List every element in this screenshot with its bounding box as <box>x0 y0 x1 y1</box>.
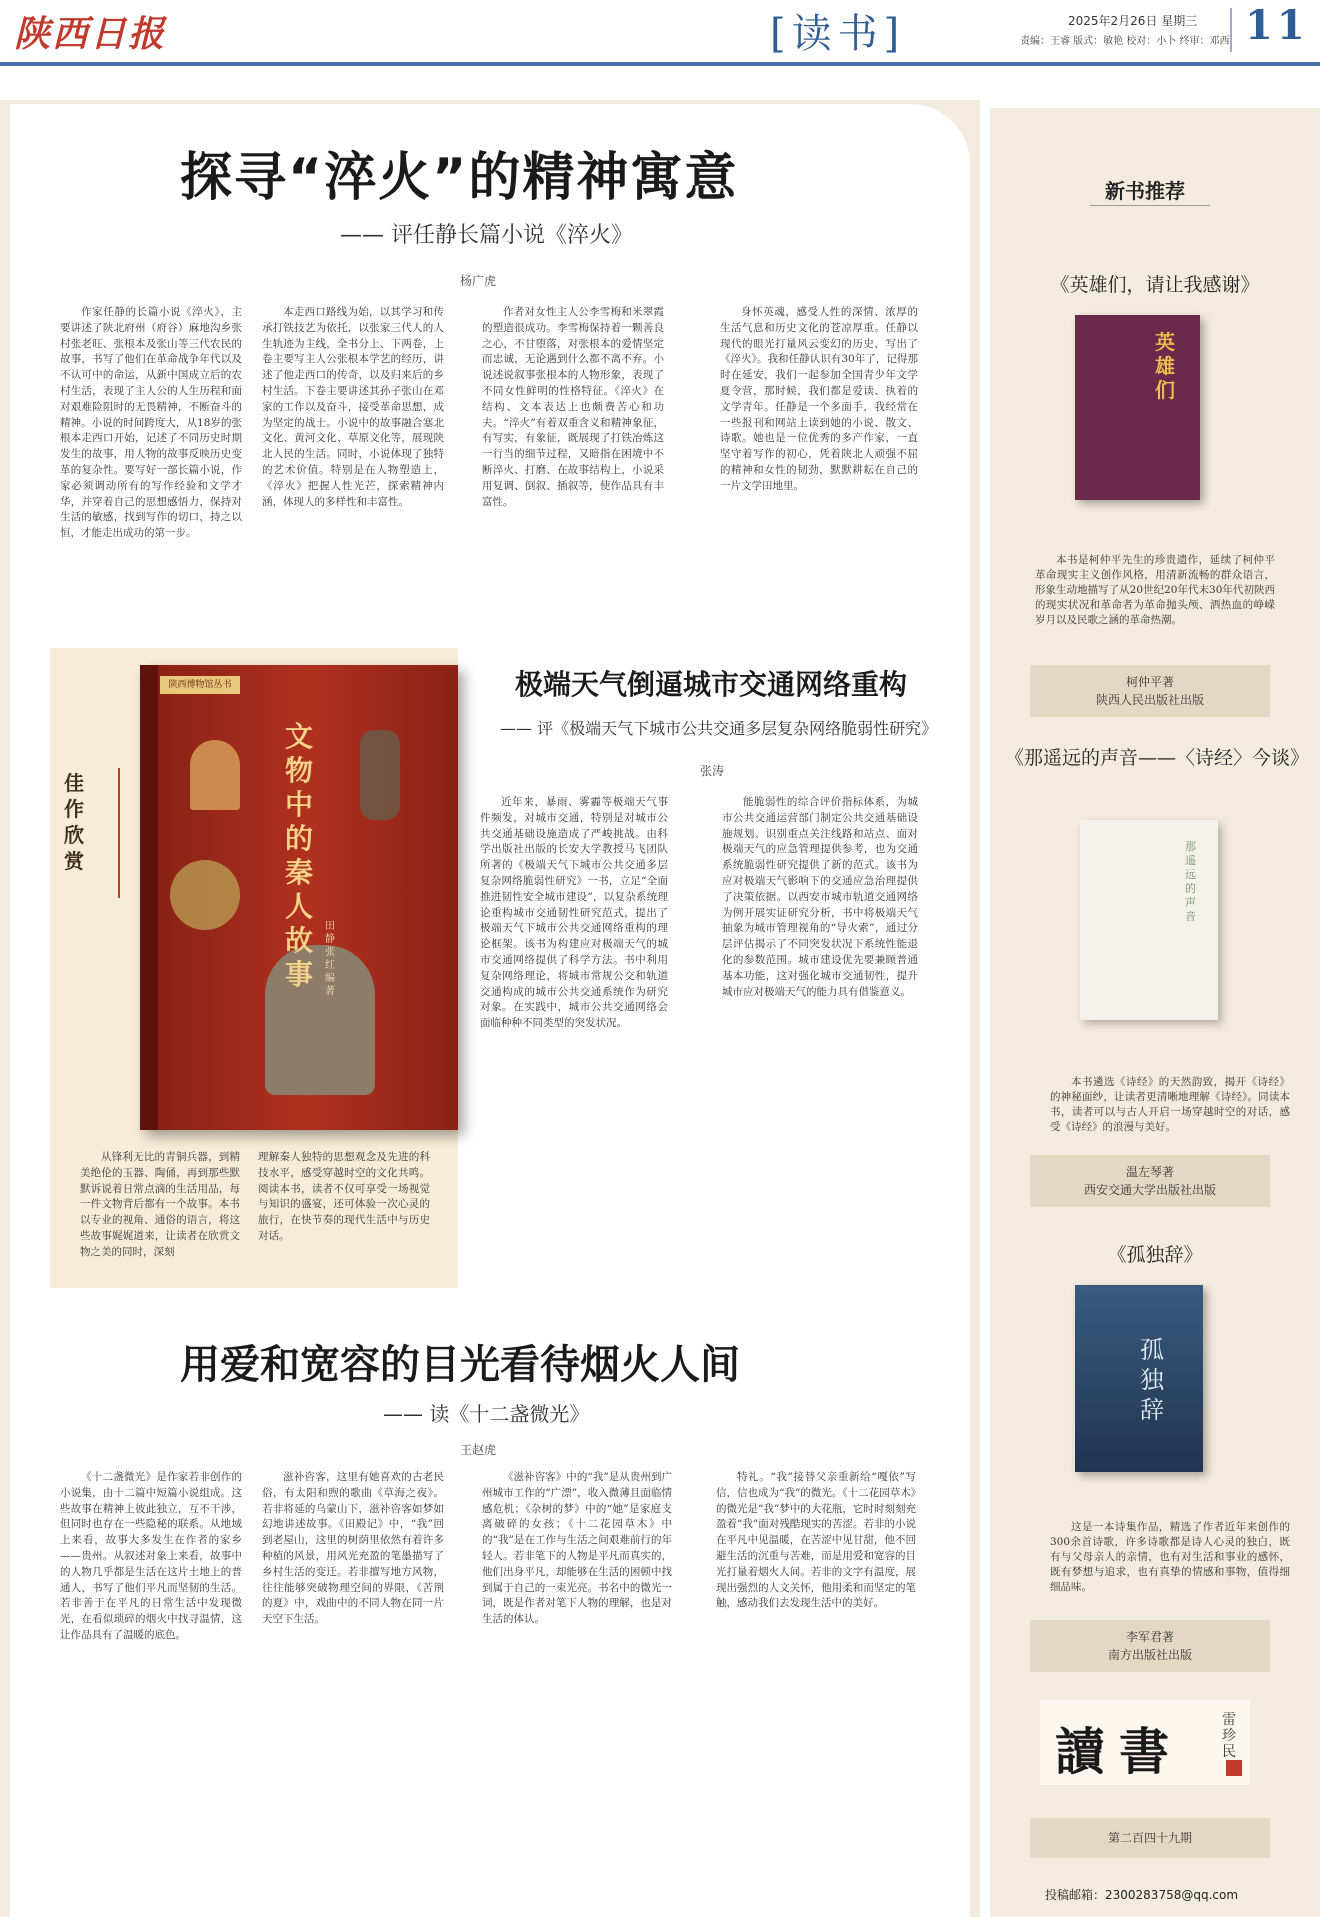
sidebar-book-publisher <box>1030 1155 1270 1207</box>
feature-label: 佳作欣赏 <box>64 771 84 873</box>
article3-paragraph: 《滋补咨客》中的“我”是从贵州到广州城市工作的“广漂”，收入微薄且面临情感危机；《杂树的梦》中的“她”是家庭支离破碎的女孩；《十二花园草木》中的“我”是在工作与生活之间艰难前行的年轻人。若非笔下的人物是平凡而真实的，他们出身平凡，却能够在生活的困顿中找到属于自己的一束光亮。书名中的微光一词，既是作者对笔下人物的理解，也是对生活的体认。 <box>482 1471 672 1626</box>
sidebar-book-cover-text: 孤独辞 <box>1140 1336 1164 1424</box>
sidebar-book-press: 陕西人民出版社出版 <box>1095 693 1204 707</box>
article2-paragraph: 能脆弱性的综合评价指标体系，为城市公共交通运营部门制定公共交通基础设施规划、识别重点关注线路和站点、面对极端天气的应急管理提供参考，也为交通系统脆弱性研究提供了新的范式。该书为应对极端天气影响下的交通应急治理提供了决策依据。以西安市城市轨道交通网络为例开展实证研究分析，书中将极端天气抽象为城市管理视角的“导火索”，通过分层评估揭示了不同突发状况下系统性能退化的参数范围。城市建设优先要兼顾普通基本功能，这对强化城市交通韧性，提升城市应对极端天气的能力具有借鉴意义。 <box>722 796 918 998</box>
sidebar-book-author: 李军君著 <box>1125 1630 1174 1644</box>
article3-column <box>482 1470 672 1890</box>
calligraphy-text: 讀書 <box>1055 1722 1183 1781</box>
sidebar-book-title[interactable]: 《那遥远的声音——〈诗经〉今谈》 <box>1005 747 1310 769</box>
article1-subtitle: —— 评任静长篇小说《淬火》 <box>340 223 633 248</box>
sidebar-heading: 新书推荐 <box>1105 179 1185 203</box>
sidebar-book-publisher <box>1030 1620 1270 1672</box>
masthead-divider <box>1230 8 1232 52</box>
article3-column <box>60 1470 242 1890</box>
article1-paragraph: 作家任静的长篇小说《淬火》，主要讲述了陕北府州（府谷）麻地沟乡张村张老旺、张根本及张山等三代农民的故事，书写了他们在革命战争年代以及不认可中的命运，从新中国成立后的农村生活，表现了主人公的人生历程和面对艰难险阻时的无畏精神，不断奋斗的精神。小说的时间跨度大，从18岁的张根本走西口开始，记述了不同历史时期发生的故事，用人物的故事反映历史变革的复杂性。要写好一部长篇小说，作家必须调动所有的写作经验和文学才华，并穿着自己的思想感悟力，保持对生活的敏感，找到写作的切口，持之以恒，才能走出成功的第一步。 <box>60 306 242 540</box>
article3-headline[interactable]: 用爱和宽容的目光看待烟火人间 <box>180 1342 740 1388</box>
submission-email[interactable]: 投稿邮箱：2300283758@qq.com <box>1045 1888 1239 1902</box>
article2-byline: 张涛 <box>700 764 725 778</box>
sidebar-book-author: 温左琴著 <box>1125 1165 1174 1179</box>
sidebar-book-description: 本书遴选《诗经》的天然韵致，揭开《诗经》的神秘面纱，让读者更清晰地理解《诗经》。同读本书，读者可以与古人开启一场穿越时空的对话，感受《诗经》的浪漫与美好。 <box>1050 1076 1290 1133</box>
bronze-vessel-icon <box>170 860 240 930</box>
article3-paragraph: 《十二盏微光》是作家若非创作的小说集，由十二篇中短篇小说组成。这些故事在精神上彼此独立，互不干涉，但同时也存在一些隐秘的联系。从地域上来看，故事大多发生在作者的家乡——贵州。从叙述对象上来看，故事中的人物几乎都是生活在这片土地上的普通人，书写了他们平凡而坚韧的生活。若非善于在平凡的日常生活中发现微光，在看似琐碎的烟火中找寻温情，这让作品具有了温暖的底色。 <box>60 1471 242 1641</box>
article2-paragraph: 近年来，暴雨、雾霾等极端天气事件频发，对城市交通，特别是对城市公共交通基础设施造成了严峻挑战。由科学出版社出版的长安大学教授马飞团队所著的《极端天气下城市公共交通多层复杂网络脆弱性研究》一书，立足“全面推进韧性安全城市建设”，以复杂系统理论重构城市交通韧性研究范式，提出了极端天气下城市公共交通网络重构的理论框架。该书为构建应对极端天气的城市交通网络提供了科学方法。书中利用复杂网络理论，将城市常规公交和轨道交通构成的城市公共交通系统作为研究对象。在实践中，城市公共交通网络会面临种种不同类型的突发状况。 <box>480 796 668 1030</box>
red-seal-icon <box>1226 1760 1242 1776</box>
sidebar-book-description: 这是一本诗集作品，精选了作者近年来创作的300余首诗歌，许多诗歌都是诗人心灵的独白，既有与父母亲人的亲情，也有对生活和事业的感怀，既有梦想与追求，也有真挚的情感和事物，值得细细品味。 <box>1050 1521 1290 1593</box>
article1-column <box>482 305 664 627</box>
newspaper-logo: 陕西日报 <box>14 13 167 55</box>
article3-subtitle: —— 读《十二盏微光》 <box>383 1402 590 1426</box>
sidebar-book-cover-text: 英雄们 <box>1155 330 1175 402</box>
article3-paragraph: 滋补咨客，这里有她喜欢的古老民俗，有太阳和煦的歌曲《草海之夜》。若非将延的乌蒙山下，滋补咨客如梦如幻地讲述故事。《田殿记》中，“我”回到老屋山，这里的树荫里依然有着许多种植的风景，用风光充盈的笔墨描写了乡村生活的变迁。若非擅写地方风物，往往能够突破物理空间的界限，《苦荆的夏》中，戏曲中的不同人物在同一片天空下生活。 <box>262 1471 444 1626</box>
sidebar-book-cover[interactable] <box>1075 1285 1203 1472</box>
issue-number: 第二百四十九期 <box>1030 1818 1270 1858</box>
article1-column <box>60 305 242 627</box>
book-cover-title: 文物中的秦人故事 <box>285 720 314 991</box>
feature-caption: 理解秦人独特的思想观念及先进的科技水平，感受穿越时空的文化共鸣。阅读本书，读者不仅可享受一场视觉与知识的盛宴，还可体验一次心灵的旅行，在快节奏的现代生活中与历史对话。 <box>258 1151 430 1242</box>
article2-headline[interactable]: 极端天气倒逼城市交通网络重构 <box>515 668 908 701</box>
editor-credits: 责编：王睿 版式：敏艳 校对：小卜 终审：邓西 <box>1020 36 1230 47</box>
article3-column <box>716 1470 916 1890</box>
bronze-bird-icon <box>190 740 240 810</box>
sidebar-book-press: 南方出版社出版 <box>1107 1648 1192 1662</box>
article1-headline[interactable]: 探寻“淬火”的精神寓意 <box>180 148 739 208</box>
calligraphy-signature: 雷珍民 <box>1222 1712 1236 1760</box>
sidebar-book-author: 柯仲平著 <box>1125 675 1174 689</box>
terracotta-figure-icon <box>360 730 400 820</box>
article1-paragraph: 身怀英魂，感受人性的深情、浓厚的生活气息和历史文化的苍凉厚重。任静以现代的眼光打量风云变幻的历史，写出了《淬火》。我和任静认识有30年了，记得那时在延安，我们一起参加全国青少年文学夏令营，那时候，我们都是爱读、执着的文学青年。任静是一个多面手，我经常在一些报刊和网站上读到她的小说、散文、诗歌。她也是一位优秀的多产作家，一直坚守着写作的初心，凭着陕北人顽强不屈的精神和女性的韧劲，默默耕耘在自己的一片文学田地里。 <box>720 306 918 492</box>
article2-subtitle: —— 评《极端天气下城市公共交通多层复杂网络脆弱性研究》 <box>500 719 938 738</box>
article3-byline: 王赵虎 <box>460 1443 497 1457</box>
article1-paragraph: 作者对女性主人公李雪梅和米翠霞的塑造很成功。李雪梅保持着一颗善良之心，不甘堕落，对张根本的爱情坚定而忠诚，无论遇到什么都不离不弃。小说述说叙事张根本的人物形象，表现了不同女性鲜明的性格特征。《淬火》在结构、文本表达上也颇费苦心和功夫。“淬火”有着双重含义和精神象征，有写实，有象征，既展现了打铁冶炼这一行当的细节过程，又暗指在困境中不断淬火、打磨、在故事结构上，小说采用复调、倒叙、插叙等，使作品具有丰富性。 <box>482 306 664 508</box>
section-tag: [读书] <box>770 11 906 57</box>
article1-column <box>262 305 444 627</box>
sidebar-heading-divider <box>1090 205 1210 206</box>
article1-paragraph: 本走西口路线为始，以其学习和传承打铁技艺为依托，以张家三代人的人生轨迹为主线，全书分上、下两卷，上卷主要写主人公张根本学艺的经历，讲述了他走西口的传奇，以及归来后的乡村生活。下卷主要讲述其孙子张山在邓家的工作以及奋斗，接受革命思想，成为坚定的战士。小说中的故事融合塞北文化、黄河文化、草原文化等，展现陕北人民的生活。同时，小说体现了独特的艺术价值。特别是在人物塑造上，《淬火》把握人性光芒，探索精神内涵，体现人的多样性和丰富性。 <box>262 306 444 508</box>
sidebar-book-title[interactable]: 《英雄们，请让我感谢》 <box>1050 274 1260 296</box>
issue-date: 2025年2月26日 星期三 <box>1068 14 1198 28</box>
feature-caption: 从锋利无比的青铜兵器，到精美绝伦的玉器、陶俑，再到那些默默诉说着日常点滴的生活用品，每一件文物背后都有一个故事。本书以专业的视角、通俗的语言，将这些故事娓娓道来，让读者在欣赏文物之美的同时，深刻 <box>80 1151 240 1258</box>
sidebar-book-publisher <box>1030 665 1270 717</box>
article3-column <box>262 1470 444 1890</box>
article1-column <box>720 305 918 627</box>
article2-column <box>480 795 668 1265</box>
page-number: 11 <box>1245 2 1309 49</box>
sidebar-book-press: 西安交通大学出版社出版 <box>1083 1183 1216 1197</box>
sidebar-book-description: 本书是柯仲平先生的珍贵遗作，延续了柯仲平革命现实主义创作风格，用清新流畅的群众语言，形象生动地描写了从20世纪20年代末30年代初陕西的现实状况和革命者为革命抛头颅、洒热血的峥嵘岁月以及民歌之涵的革命热潮。 <box>1035 554 1275 626</box>
article3-paragraph: 特礼。“我”接替父亲重新给“嘎依”写信，信也成为“我”的微光。《十二花园草木》的微光是“我”梦中的大花瓶，它时时刻刻充盈着“我”面对残酷现实的苦涩。若非的小说在平凡中见温暖，在苦涩中见甘甜，他不回避生活的沉重与苦难，而是用爱和宽容的目光打量着烟火人间。若非的文字有温度，展现出强烈的人文关怀，他用柔和而坚定的笔触，感动我们去发现生活中的美好。 <box>716 1471 916 1610</box>
book-cover-authors: 田静 张红 编著 <box>325 921 335 997</box>
sidebar-book-title[interactable]: 《孤独辞》 <box>1107 1244 1203 1266</box>
article1-byline: 杨广虎 <box>460 274 497 288</box>
book-series-label: 陕西博物馆丛书 <box>160 676 240 694</box>
article2-column <box>722 795 918 1265</box>
sidebar-book-cover-text: 那遥远的声音 <box>1185 840 1196 923</box>
